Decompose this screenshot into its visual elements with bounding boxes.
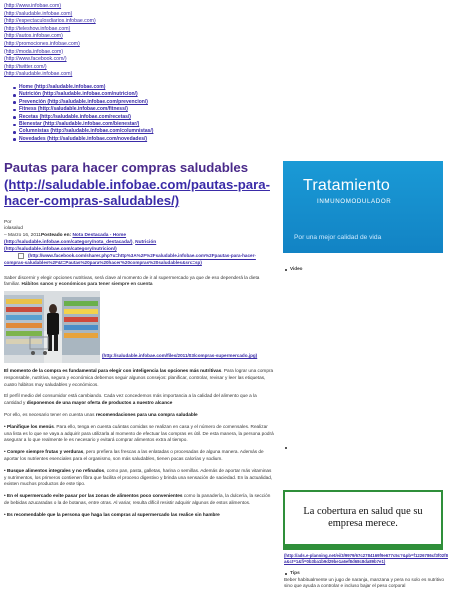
ad1-tagline: Por una mejor calidad de vida [294,234,382,241]
nav-item-prevencion [12,99,153,106]
nav-item-recetas [12,114,153,121]
ad2-footer-bar [285,544,441,548]
top-link-twitter[interactable]: (http://twitter.com/) [4,63,47,70]
top-link-saludable[interactable]: (http://saludable.infobae.com) [4,10,73,17]
bullet-menus [4,424,274,444]
p2-bold: disponemos de una mayor oferta de productos a nuestro alcance [26,400,173,406]
top-link-saludable-home[interactable]: (http://saludable.infobae.com) [4,71,73,78]
nav-item-fitness [12,106,153,113]
paragraph-3 [4,412,274,419]
nav-link-columnistas[interactable]: Columnistas (http://saludable.infobae.com/columnistas/) [19,128,154,135]
b1-bold: • Planifique los menús [4,423,54,429]
top-link-facebook[interactable]: (http://www.facebook.com/) [4,56,67,63]
nav-item-home [12,84,153,91]
p1-bold: El momento de la compra es fundamental para elegir con inteligencia las opciones más nutritivas [4,368,222,374]
tips-text: Beber habitualmente un jugo de naranja, manzana y pera no solo es nutritivo sino que ayuda a controlar e incluso bajar el peso corporal [284,577,444,589]
bullet-icon [285,573,287,575]
p3-text: Por ello, es necesario tener en cuenta unas [4,412,95,418]
supermarket-image [4,291,100,363]
category-link-destacada[interactable]: Nota Destacada - Home [72,233,127,239]
supermarket-photo[interactable] [4,291,100,363]
bullet-icon [285,269,287,271]
ad-inmunomodulador[interactable] [283,161,443,253]
nav-link-prevencion[interactable]: Prevención (http://saludable.infobae.com/prevencion/) [19,98,148,105]
share-block [4,253,274,266]
photo-row [4,291,274,363]
intro-bold: Hábitos sanos y económicos para tener siempre en cuenta [21,281,153,287]
article-meta [4,220,274,254]
category-url-nutricion[interactable]: (http://saludable.infobae.com/category/nutricion/) [4,246,117,252]
top-link-autos[interactable]: (http://autos.infobae.com) [4,33,63,40]
ad2-text: La cobertura en salud que su empresa merece. [303,506,423,529]
top-link-teleshow[interactable]: (http://teleshow.infobae.com) [4,25,71,32]
facebook-share-link[interactable]: (http://www.facebook.com/sharer.php?u=http%3A%2F%2Fsaludable.infobae.com%2Fpautas-para-hacer-compras-saludables%2F&t=Pautas%20para%20hacer%20compras%20saludables&src=sp) [4,253,256,266]
top-link-moda[interactable]: (http://moda.infobae.com) [4,48,64,55]
b1-text: . Para ello, tenga en cuenta cuántas comidas se realizan en casa y el número de comensales. Realizar una lista es lo que se vaya a adquirir para utilizarla al momento de efectuar las compras es útil. De esta manera, la persona podrá asegurar a lo que realmente le es necesario y evitará comprar alimentos extra al tiempo. [4,423,274,443]
nav-item-bienestar [12,121,153,128]
photo-link[interactable]: (http://saludable.infobae.com/files/2011/03/compras-supermercado.jpg) [102,352,258,358]
nav-link-recetas[interactable]: Recetas (http://saludable.infobae.com/recetas/) [19,113,131,120]
nav-link-bienestar[interactable]: Bienestar (http://saludable.infobae.com/bienestar/) [19,121,140,128]
nav-item-nutricion [12,91,153,98]
ad2-link[interactable]: (http://ads.e-planning.net/ei/3/9979/67c2784169f9e677c5c?&pb=f1226786cf3f02f8a&ct=1&fi=0b3ba1b9d29be1a6ef8d68c8da89b7e1) [284,553,448,564]
p3-bold: recomendaciones para una compra saludable [95,412,198,418]
byline-label: Por [4,219,12,225]
nav-link-novedades[interactable]: Novedades (http://saludable.infobae.com/novedades/) [19,135,148,142]
b2-text: , pero prefiera las frescas a las enlatadas o procesadas de alguna manera. Además de aportar los nutrientes esenciales para el organismo, son más saludables, tienen pocas calorías y sodium. [4,449,264,462]
b4-text: como la panadería, la dulcería, la sección de bebidas azucaradas o la de botanas, entre otras. Al variar, resulta difícil resistir adquirir algunos de estos alimentos. [4,493,271,506]
b4-bold: • En el supermercado evite pasar por las zonas de alimentos poco convenientes [4,493,183,499]
tips-label: Tips [290,571,300,576]
bullet-integrales [4,468,274,488]
top-link-promociones[interactable]: (http://promociones.infobae.com) [4,40,80,47]
article-title-link[interactable]: (http://saludable.infobae.com/pautas-para-hacer-compras-saludables/) [4,176,270,208]
nav-item-novedades [12,136,153,143]
nav-link-nutricion[interactable]: Nutrición (http://saludable.infobae.com/nutricion/) [19,91,138,98]
broken-image-icon [18,253,24,259]
date-posted [4,233,274,240]
posted-label: Posteado en: [40,233,72,239]
author: iolasalud [4,226,23,232]
main-nav [12,84,153,143]
category-url-destacada[interactable]: (http://saludable.infobae.com/category/nota_destacada/) [4,239,133,245]
b3-text: , como pan, pasta, galletas, harina o semillas. Además de aportar más vitaminas y nutrimentos, los primeros contienen fibra que facilita el proceso digestivo y brinda una sensación de saciedad. En la actualidad, existen muchos productos de este tipo. [4,467,273,487]
intro-paragraph [4,275,274,288]
ad1-title: Tratamiento [303,177,390,194]
p2-text: El perfil medio del consumidor está cambiando. Cada vez concedemos más importancia a la calidad del alimento que a la cantidad y [4,393,257,406]
article [4,160,274,519]
category-urls: (http://saludable.infobae.com/category/nota_destacada/), Nutrición [4,239,157,245]
ad-cobertura-salud[interactable] [283,490,443,550]
paragraph-1 [4,368,274,388]
p1-text: . Para lograr una compra responsable, nutritiva, segura y económica debemos seguir algunos consejos: planificar, controlar, revisar y leer las etiquetas, cuatro hábitos muy saludables y económicos. [4,368,274,387]
bullet-frutas [4,449,274,463]
article-title: Pautas para hacer compras saludables [4,160,249,175]
top-links [4,3,96,79]
b5-bold: • Es recomendable que la persona que haga las compras al supermercado las realice sin hambre [4,511,220,517]
bullet-icon [285,447,287,449]
article-title-heading [4,160,274,210]
paragraph-2 [4,393,274,407]
nav-link-fitness[interactable]: Fitness (http://saludable.infobae.com/fitness/) [19,106,128,113]
top-link-infobae[interactable]: (http://www.infobae.com) [4,3,62,9]
category-link-nutricion[interactable]: Nutrición [135,239,157,245]
b2-bold: • Compre siempre frutas y verduras [4,449,84,455]
top-link-espectaculos[interactable]: (http://espectaculosdiarios.infobae.com) [4,18,96,25]
intro-text: Saber discernir y elegir opciones nutritivas, será clave al momento de ir al supermercado ya que de eso dependerá la dieta familiar. [4,274,260,287]
ad1-subtitle: INMUNOMODULADOR [317,198,392,205]
b3-bold: • Busque alimentos integrales y no refinados [4,467,105,473]
date: – Marzo 16, 2011 [4,233,41,239]
bullet-supermercado [4,493,274,507]
nav-link-home[interactable]: Home (http://saludable.infobae.com) [19,84,106,90]
bullet-hambre [4,512,274,519]
video-label: Video [290,266,303,271]
nav-item-columnistas [12,128,153,135]
